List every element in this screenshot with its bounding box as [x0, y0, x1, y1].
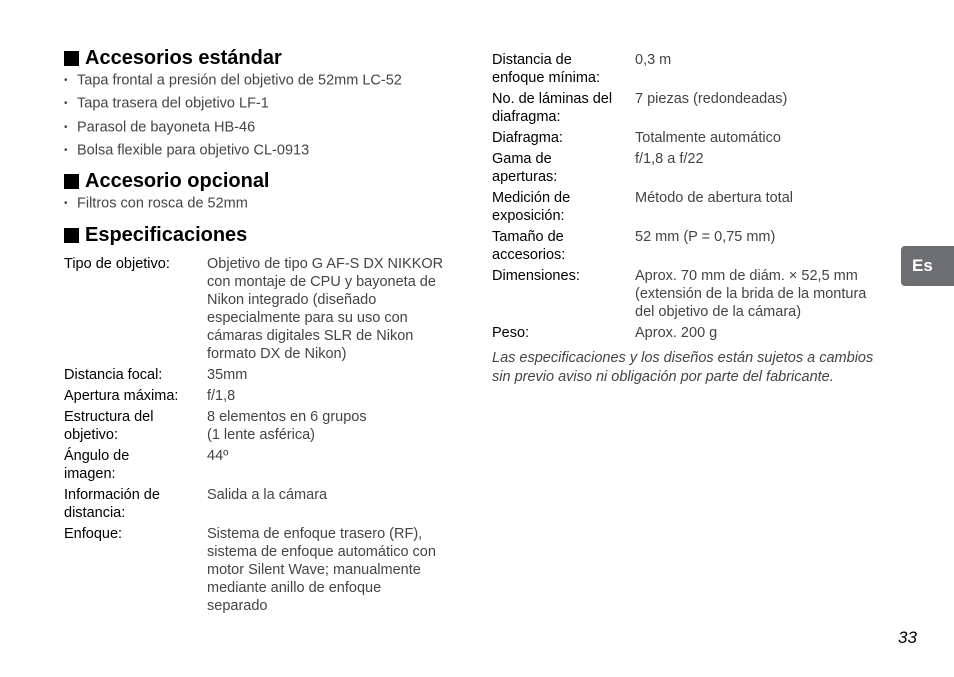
spec-row: Tamaño de accesorios: 52 mm (P = 0,75 mm): [492, 229, 776, 263]
list-item: • Parasol de bayoneta HB-46: [64, 116, 402, 139]
spec-row: Distancia de enfoque mínima: 0,3 m: [492, 52, 672, 86]
list-item: • Tapa trasera del objetivo LF-1: [64, 92, 402, 115]
spec-row: Gama de aperturas: f/1,8 a f/22: [492, 151, 704, 185]
spec-row: Enfoque: Sistema de enfoque trasero (RF), sistema de enfoque automático con motor Silent Wave; manualmente mediante anillo de enfoque separado: [64, 526, 436, 614]
spec-row: Tipo de objetivo: Objetivo de tipo G AF-S DX NIKKOR con montaje de CPU y bayoneta de Nikon integrado (diseñado especialmente para su uso con cámaras digitales SLR de Nikon formato DX de Nikon): [64, 256, 444, 362]
spec-row: Medición de exposición: Método de abertura total: [492, 190, 793, 224]
square-bullet-icon: [64, 174, 79, 189]
optional-accessory-list: [64, 192, 248, 215]
spec-row: Dimensiones: Aprox. 70 mm de diám. × 52,5 mm (extensión de la brida de la montura del objetivo de la cámara): [492, 268, 867, 320]
specs-right-column: [492, 51, 866, 345]
spec-row: No. de láminas del diafragma: 7 piezas (redondeadas): [492, 91, 788, 125]
spec-row: Apertura máxima: f/1,8: [64, 388, 236, 404]
list-item: • Bolsa flexible para objetivo CL-0913: [64, 139, 402, 162]
spec-row: Ángulo de imagen: 44º: [64, 448, 229, 482]
heading-optional-accessory: Accesorio opcional: [64, 170, 270, 193]
heading-specifications: Especificaciones: [64, 224, 247, 247]
list-item: • Tapa frontal a presión del objetivo de 52mm LC-52: [64, 69, 402, 92]
spec-row: Diafragma: Totalmente automático: [492, 130, 781, 146]
spec-row: Estructura del objetivo: 8 elementos en 6 grupos (1 lente asférica): [64, 409, 367, 443]
language-tab: Es: [901, 246, 954, 286]
disclaimer-note: Las especificaciones y los diseños están sujetos a cambios sin previo aviso ni obligación por parte del fabricante.: [492, 350, 874, 385]
list-item: • Filtros con rosca de 52mm: [64, 192, 248, 215]
spec-row: Información de distancia: Salida a la cámara: [64, 487, 328, 521]
square-bullet-icon: [64, 228, 79, 243]
standard-accessories-list: [64, 69, 402, 162]
square-bullet-icon: [64, 51, 79, 66]
spec-row: Peso: Aprox. 200 g: [492, 325, 718, 341]
specs-left-column: [64, 255, 443, 618]
spec-row: Distancia focal: 35mm: [64, 367, 248, 383]
page-number: 33: [898, 628, 917, 647]
heading-standard-accessories: Accesorios estándar: [64, 47, 282, 70]
